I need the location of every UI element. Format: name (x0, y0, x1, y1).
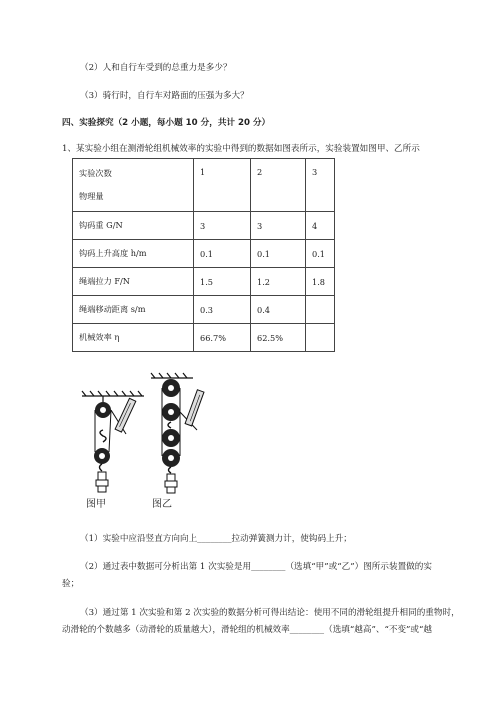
trial-3-header: 3 (306, 159, 335, 212)
sub-question-3-line1: （3）通过第 1 次实验和第 2 次实验的数据分析可得出结论：使用不同的滑轮组提升相同的重物时， (80, 608, 460, 618)
table-cell: 1.8 (306, 268, 335, 296)
header-top-label: 实验次数 (79, 168, 112, 178)
table-cell: 62.5% (251, 324, 306, 352)
table-cell: 3 (194, 212, 251, 240)
ceiling-hatch (82, 391, 142, 396)
table-cell (306, 296, 335, 324)
pulley-figure-yi (145, 372, 215, 500)
table-cell: 0.1 (194, 240, 251, 268)
table-cell (306, 324, 335, 352)
section-heading: 四、实验探究（2 小题，每小题 10 分，共计 20 分） (62, 118, 271, 128)
table-row (73, 240, 335, 268)
question-item-2: （2）人和自行车受到的总重力是多少？ (80, 63, 232, 73)
row-label: 钩码重 G/N (73, 212, 194, 240)
table-cell: 4 (306, 212, 335, 240)
table-row (73, 212, 335, 240)
data-table (72, 158, 335, 352)
hook-weights (96, 472, 108, 492)
row-label: 绳端拉力 F/N (73, 268, 194, 296)
question-item-3: （3）骑行时，自行车对路面的压强为多大？ (80, 91, 249, 101)
ceiling-hatch (151, 373, 187, 378)
figure-label-jia: 图甲 (86, 499, 106, 510)
spring-scale (115, 398, 136, 432)
header-bottom-label: 物理量 (79, 191, 104, 201)
table-row (73, 268, 335, 296)
table-cell: 1.2 (251, 268, 306, 296)
trial-1-header: 1 (194, 159, 251, 212)
row-label: 机械效率 η (73, 324, 194, 352)
table-cell: 0.1 (306, 240, 335, 268)
table-cell: 66.7% (194, 324, 251, 352)
pulley-figure-jia (78, 390, 148, 500)
question-stem: 1、某实验小组在测滑轮组机械效率的实验中得到的数据如图表所示，实验装置如图甲、乙所示 (62, 144, 420, 154)
table-row (73, 324, 335, 352)
figure-label-yi: 图乙 (152, 499, 172, 510)
sub-question-1: （1）实验中应沿竖直方向向上________拉动弹簧测力计，使钩码上升； (80, 534, 352, 544)
hook (100, 430, 106, 442)
table-cell: 0.3 (194, 296, 251, 324)
sub-question-2-line2: 验； (62, 579, 80, 589)
table-header-row (73, 159, 335, 212)
hook-weights (165, 474, 177, 493)
sub-question-2-line1: （2）通过表中数据可分析出第 1 次实验是用________（选填“甲”或“乙”）图所示装置做的实 (80, 562, 432, 572)
row-label: 钩码上升高度 h/m (73, 240, 194, 268)
row-label: 绳端移动距离 s/m (73, 296, 194, 324)
spring-scale (185, 390, 204, 426)
table-cell: 0.4 (251, 296, 306, 324)
table-cell: 3 (251, 212, 306, 240)
table-cell: 1.5 (194, 268, 251, 296)
table-row (73, 296, 335, 324)
trial-2-header: 2 (251, 159, 306, 212)
hook (168, 422, 171, 428)
table-cell: 0.1 (251, 240, 306, 268)
sub-question-3-line2: 动滑轮的个数越多（动滑轮的质量越大），滑轮组的机械效率________（选填“越高”、“不变”或“越 (62, 625, 433, 635)
table-header-cell (73, 159, 194, 212)
